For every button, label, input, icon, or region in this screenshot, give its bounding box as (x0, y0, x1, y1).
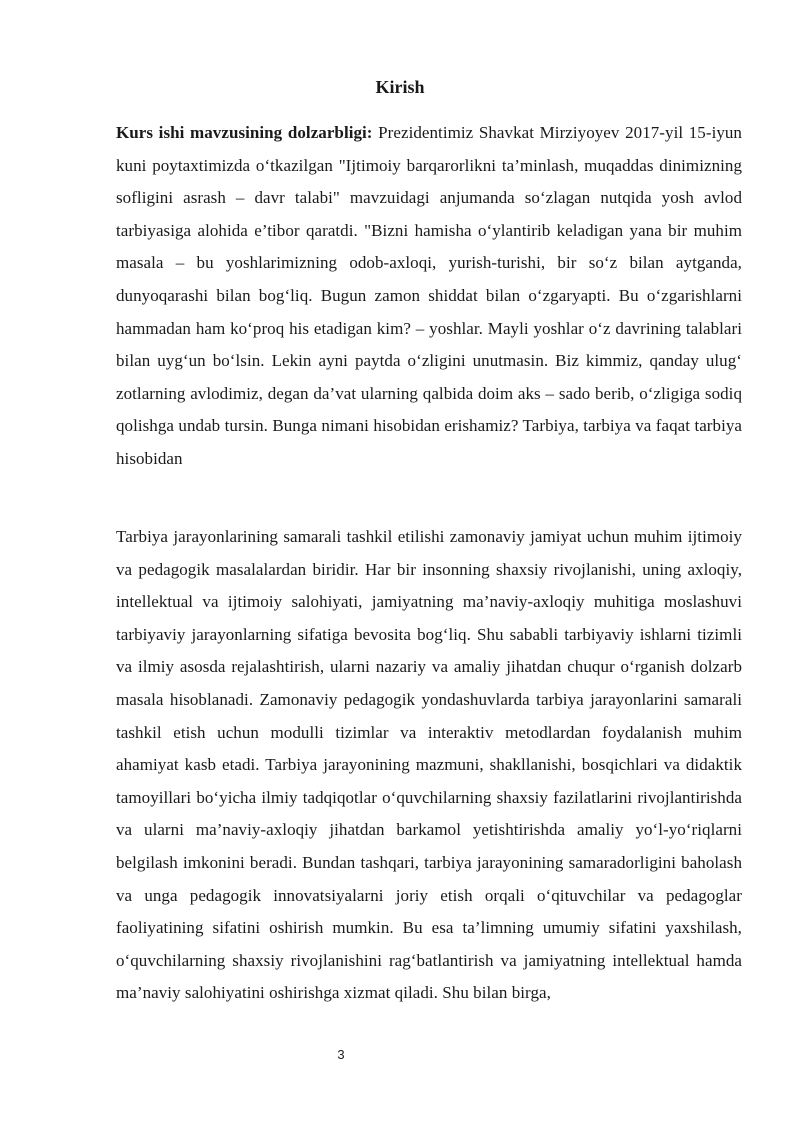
paragraph-relevance (116, 117, 742, 476)
paragraph-body-text: Tarbiya jarayonlarining samarali tashkil etilishi zamonaviy jamiyat uchun muhim ijtimoiy va pedagogik masalalardan biridir. Har bir insonning shaxsiy rivojlanishi, uning axloqiy, intellektual va ijtimoiy salohiyati, jamiyatning ma’naviy-axloqiy muhitiga moslashuvi tarbiyaviy jarayonlarning sifatiga bevosita bog‘liq. Shu sababli tarbiyaviy ishlarni tizimli va ilmiy asosda rejalashtirish, ularni nazariy va amaliy jihatdan chuqur o‘rganish dolzarb masala hisoblanadi. Zamonaviy pedagogik yondashuvlarda tarbiya jarayonlarini samarali tashkil etish uchun modulli tizimlar va interaktiv metodlardan foydalanish muhim ahamiyat kasb etadi. Tarbiya jarayonining mazmuni, shakllanishi, bosqichlari va didaktik tamoyillari bo‘yicha ilmiy tadqiqotlar o‘quvchilarning shaxsiy fazilatlarini rivojlantirishda va ularni ma’naviy-axloqiy jihatdan barkamol yetishtirishda amaliy yo‘l-yo‘riqlarni belgilash imkonini beradi. Bundan tashqari, tarbiya jarayonining samaradorligini baholash va unga pedagogik innovatsiyalarni joriy etish orqali o‘qituvchilar va pedagoglar faoliyatining sifatini oshirish mumkin. Bu esa ta’limning umumiy sifatini yaxshilash, o‘quvchilarning shaxsiy rivojlanishini rag‘batlantirish va jamiyatning intellektual hamda ma’naviy salohiyatini oshirishga xizmat qiladi. Shu bilan birga, (116, 527, 742, 1003)
paragraph-lead-heading: Kurs ishi mavzusining dolzarbligi: (116, 123, 373, 142)
page-title: Kirish (375, 77, 425, 97)
paragraph-body-text: Prezidentimiz Shavkat Mirziyoyev 2017-yil 15-iyun kuni poytaxtimizda o‘tkazilgan "Ijtimoiy barqarorlikni ta’minlash, muqaddas dinimizning sofligini asrash – davr talabi" mavzuidagi anjumanda so‘zlagan nutqida yosh avlod tarbiyasiga alohida e’tibor qaratdi. "Bizni hamisha o‘ylantirib keladigan yana bir muhim masala – bu yoshlarimizning odob-axloqi, yurish-turishi, bir so‘z bilan aytganda, dunyoqarashi bilan bog‘liq. Bugun zamon shiddat bilan o‘zgaryapti. Bu o‘zgarishlarni hammadan ham ko‘proq his etadigan kim? – yoshlar. Mayli yoshlar o‘z davrining talablari bilan uyg‘un bo‘lsin. Lekin ayni paytda o‘zligini unutmasin. Biz kimmiz, qanday ulug‘ zotlarning avlodimiz, degan da’vat ularning qalbida doim aks – sado berib, o‘zligiga sodiq qolishga undab tursin. Bunga nimani hisobidan erishamiz? Tarbiya, tarbiya va faqat tarbiya hisobidan (116, 123, 742, 468)
page-number: 3 (337, 1047, 345, 1062)
paragraph-upbringing (116, 521, 742, 1010)
